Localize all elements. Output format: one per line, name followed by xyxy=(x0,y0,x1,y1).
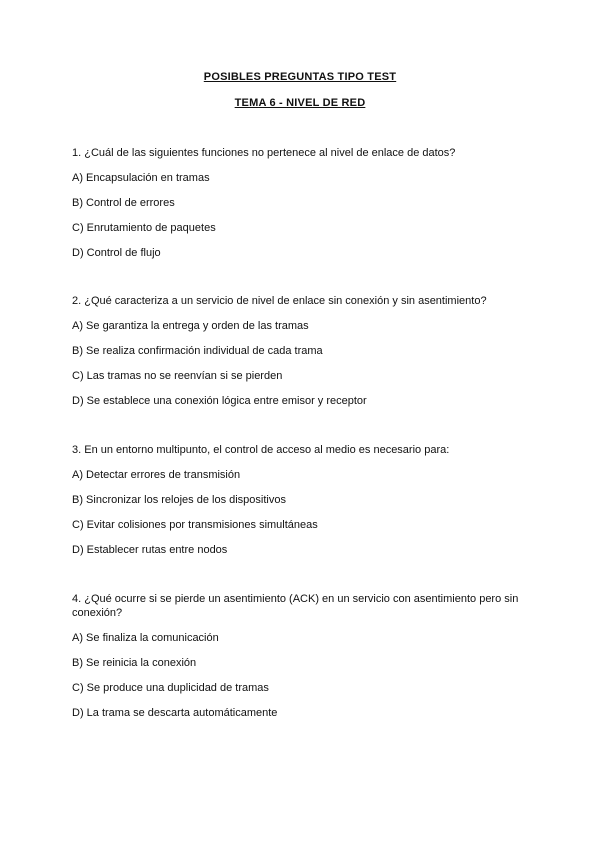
question-3 xyxy=(72,443,532,557)
question-3-option-c: C) Evitar colisiones por transmisiones simultáneas xyxy=(72,519,318,531)
question-1 xyxy=(72,146,532,260)
question-1-option-a: A) Encapsulación en tramas xyxy=(72,172,210,184)
question-1-option-d: D) Control de flujo xyxy=(72,247,161,259)
question-2-option-c: C) Las tramas no se reenvían si se pierden xyxy=(72,370,283,382)
question-3-text: 3. En un entorno multipunto, el control de acceso al medio es necesario para: xyxy=(72,444,450,456)
question-4-option-b: B) Se reinicia la conexión xyxy=(72,657,197,669)
question-2-option-b: B) Se realiza confirmación individual de cada trama xyxy=(72,345,323,357)
question-4-option-d: D) La trama se descarta automáticamente xyxy=(72,707,278,719)
question-4 xyxy=(72,592,532,720)
question-3-option-d: D) Establecer rutas entre nodos xyxy=(72,544,228,556)
question-2-option-d: D) Se establece una conexión lógica entre emisor y receptor xyxy=(72,395,367,407)
question-2 xyxy=(72,294,532,408)
question-1-text: 1. ¿Cuál de las siguientes funciones no pertenece al nivel de enlace de datos? xyxy=(72,147,456,159)
document-subtitle: TEMA 6 - NIVEL DE RED xyxy=(234,97,366,109)
question-2-text: 2. ¿Qué caracteriza a un servicio de nivel de enlace sin conexión y sin asentimiento? xyxy=(72,295,487,307)
question-4-option-a: A) Se finaliza la comunicación xyxy=(72,632,219,644)
question-2-option-a: A) Se garantiza la entrega y orden de las tramas xyxy=(72,320,309,332)
question-3-option-a: A) Detectar errores de transmisión xyxy=(72,469,241,481)
question-4-text: 4. ¿Qué ocurre si se pierde un asentimiento (ACK) en un servicio con asentimiento pero sin conexión? xyxy=(72,593,519,619)
question-3-option-b: B) Sincronizar los relojes de los dispositivos xyxy=(72,494,286,506)
question-1-option-b: B) Control de errores xyxy=(72,197,175,209)
question-4-option-c: C) Se produce una duplicidad de tramas xyxy=(72,682,269,694)
question-1-option-c: C) Enrutamiento de paquetes xyxy=(72,222,216,234)
document-title: POSIBLES PREGUNTAS TIPO TEST xyxy=(203,71,397,83)
